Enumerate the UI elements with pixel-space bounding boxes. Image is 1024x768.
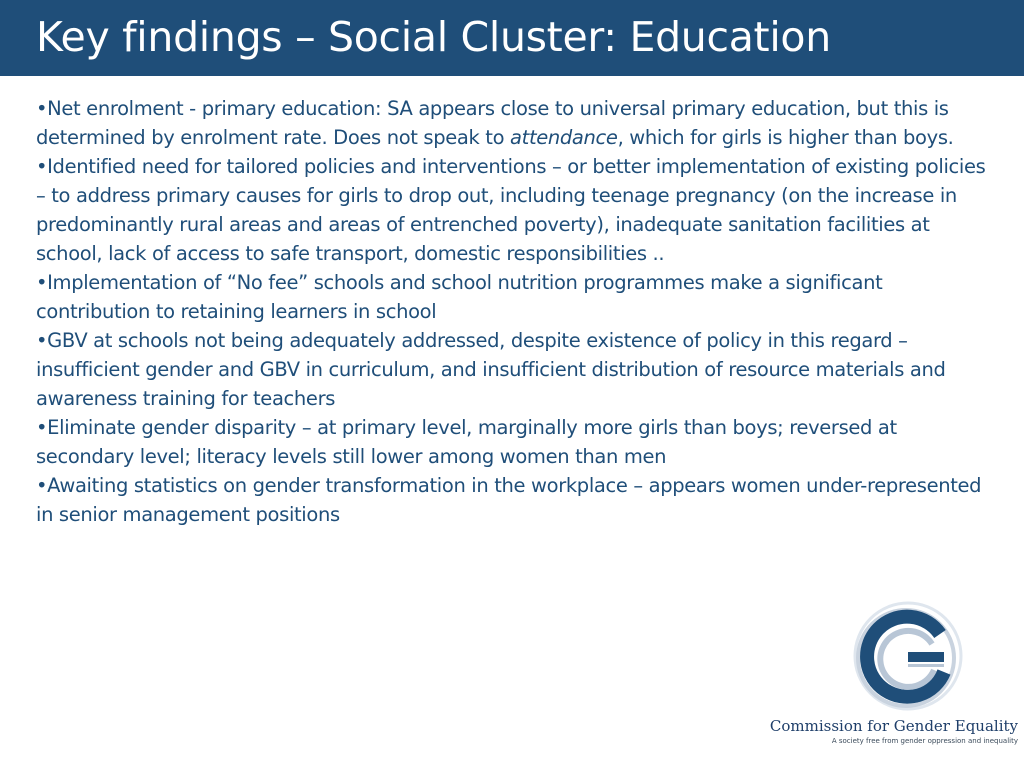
title-bar: [0, 0, 1024, 76]
finding-item: •Identified need for tailored policies and interventions – or better implementation of existing policies – to address primary causes for girls to drop out, including teenage pregnancy (on the increase in predominantly rural areas and areas of entrenched poverty), inadequate sanitation facilities at school, lack of access to safe transport, domestic responsibilities ..: [36, 155, 986, 265]
finding-item: •GBV at schools not being adequately addressed, despite existence of policy in this regard – insufficient gender and GBV in curriculum, and insufficient distribution of resource materials and awareness training for teachers: [36, 329, 946, 410]
finding-item: •Implementation of “No fee” schools and school nutrition programmes make a significant contribution to retaining learners in school: [36, 271, 883, 323]
findings-list: [36, 94, 996, 529]
finding-text: •Net enrolment - primary education: SA appears close to universal primary education, but this is determined by enrolment rate. Does not speak to: [36, 97, 949, 149]
finding-text: , which for girls is higher than boys.: [617, 126, 954, 149]
finding-item: •Eliminate gender disparity – at primary level, marginally more girls than boys; reversed at secondary level; literacy levels still lower among women than men: [36, 416, 897, 468]
finding-item: •Awaiting statistics on gender transformation in the workplace – appears women under-represented in senior management positions: [36, 474, 982, 526]
organization-tagline: A society free from gender oppression and inequality: [831, 737, 1018, 745]
slide-title: Key findings – Social Cluster: Education: [36, 13, 831, 61]
finding-item: [36, 94, 996, 152]
finding-emphasis: attendance: [510, 126, 618, 149]
cge-logo-icon: [848, 600, 964, 716]
organization-name: Commission for Gender Equality: [769, 717, 1018, 735]
